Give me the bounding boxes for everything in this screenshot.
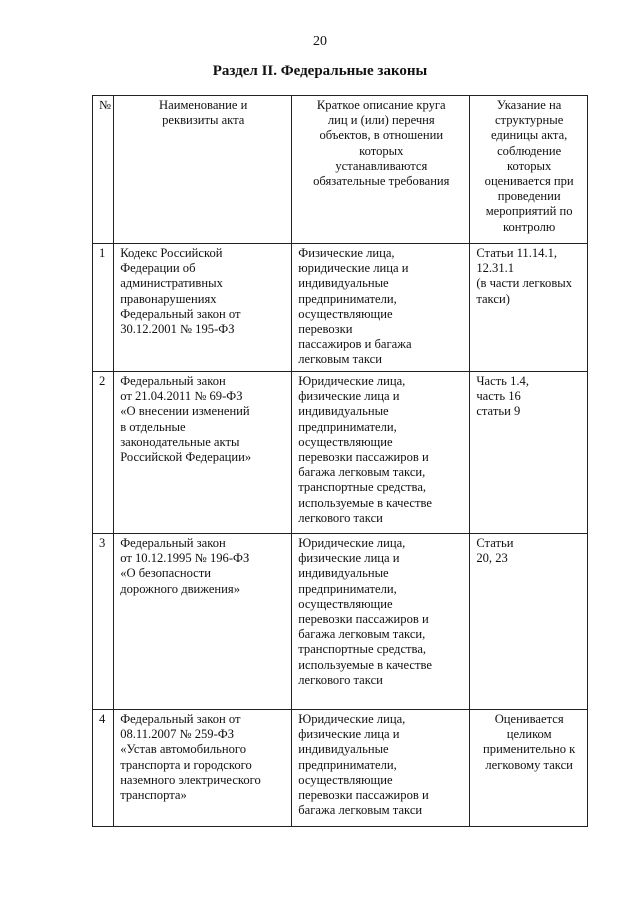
header-number: № [93, 96, 114, 244]
table-header-row [93, 96, 588, 244]
description-cell: Юридические лица, физические лица и индивидуальные предприниматели, осуществляющие перевозки пассажиров и багажа легковым такси [292, 710, 470, 827]
table-row [93, 710, 588, 827]
structural-units-cell: Оценивается целиком применительно к легковому такси [470, 710, 588, 827]
section-title: Раздел II. Федеральные законы [212, 63, 428, 79]
row-number: 3 [93, 534, 114, 710]
description-cell: Физические лица, юридические лица и индивидуальные предприниматели, осуществляющие перевозки пассажиров и багажа легковым такси [292, 244, 470, 372]
act-name-cell: Федеральный закон от 08.11.2007 № 259-ФЗ «Устав автомобильного транспорта и городского наземного электрического транспорта» [114, 710, 292, 827]
table-row [93, 244, 588, 372]
structural-units-cell: Статьи 11.14.1, 12.31.1 (в части легковых такси) [470, 244, 588, 372]
header-description: Краткое описание круга лиц и (или) перечня объектов, в отношении которых устанавливаются обязательные требования [292, 96, 470, 244]
header-structural-units: Указание на структурные единицы акта, соблюдение которых оценивается при проведении мероприятий по контролю [470, 96, 588, 244]
row-number: 4 [93, 710, 114, 827]
header-act-name: Наименование и реквизиты акта [114, 96, 292, 244]
description-cell: Юридические лица, физические лица и индивидуальные предприниматели, осуществляющие перевозки пассажиров и багажа легковым такси, транспортные средства, используемые в качестве легкового такси [292, 372, 470, 534]
structural-units-cell: Статьи 20, 23 [470, 534, 588, 710]
table-row [93, 372, 588, 534]
description-cell: Юридические лица, физические лица и индивидуальные предприниматели, осуществляющие перевозки пассажиров и багажа легковым такси, транспортные средства, используемые в качестве легкового такси [292, 534, 470, 710]
structural-units-cell: Часть 1.4, часть 16 статьи 9 [470, 372, 588, 534]
row-number: 2 [93, 372, 114, 534]
page-number: 20 [313, 34, 327, 49]
table-row [93, 534, 588, 710]
act-name-cell: Кодекс Российской Федерации об административных правонарушениях Федеральный закон от 30.12.2001 № 195-ФЗ [114, 244, 292, 372]
act-name-cell: Федеральный закон от 10.12.1995 № 196-ФЗ «О безопасности дорожного движения» [114, 534, 292, 710]
act-name-cell: Федеральный закон от 21.04.2011 № 69-ФЗ «О внесении изменений в отдельные законодательные акты Российской Федерации» [114, 372, 292, 534]
laws-table [92, 95, 588, 827]
row-number: 1 [93, 244, 114, 372]
